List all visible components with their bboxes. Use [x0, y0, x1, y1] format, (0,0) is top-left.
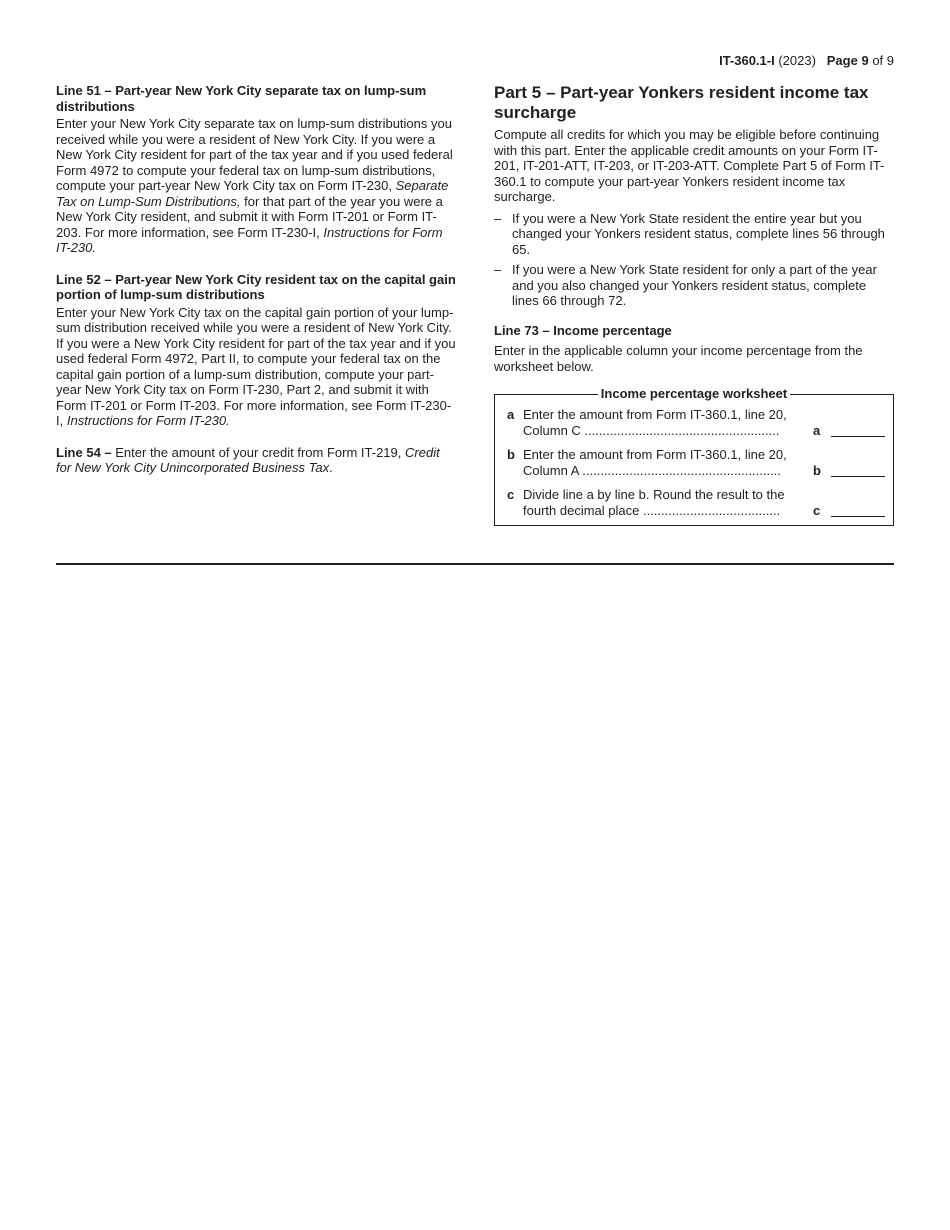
row-text [523, 407, 813, 438]
page-label: Page 9 [826, 53, 869, 68]
line54-text1: Enter the amount of your credit from Form IT-219, [115, 444, 402, 460]
page-header [719, 53, 894, 69]
line54-label: Line 54 – [56, 444, 112, 460]
bullet-text: If you were a New York State resident for only a part of the year and you also changed your Yonkers resident status, complete lines 66 through 72. [512, 262, 877, 308]
line51-italic2: Instructions for Form IT-230. [56, 224, 443, 255]
line52-text1: Enter your New York City tax on the capital gain portion of your lump-sum distribution received while you were a resident of New York City. If you were a New York City resident for part of the tax year and if you used federal Form 4972, Part II, to compute your federal tax on the capital gain portion of a lump-sum distribution, compute your part-year New York City tax on Form IT-230, Part 2, and submit it with Form IT-201 or Form IT-203. For more information, see Form IT-230-I, [56, 304, 456, 428]
right-column [494, 83, 894, 374]
line51-body [56, 116, 458, 256]
row-letter: c [507, 487, 515, 502]
part5-bullet-list [494, 211, 894, 309]
row-letter: a [507, 407, 515, 422]
part5-intro: Compute all credits for which you may be eligible before continuing with this part. Enter the applicable credit amounts on your Form IT-201, IT-201-ATT, IT-203, or IT-203-ATT. Complete Part 5 of Form IT-360.1 to compute your part-year Yonkers resident income tax surcharge. [494, 127, 885, 204]
line52-italic1: Instructions for Form IT-230. [66, 413, 230, 428]
line51-italic1: Separate Tax on Lump-Sum Distributions, [56, 178, 449, 209]
entry-blank-a[interactable] [831, 436, 885, 437]
row-text-line2: Column C ...................................................... [523, 422, 780, 438]
line54-body [56, 445, 458, 476]
row-text-line2: Column A ....................................................... [523, 462, 781, 478]
line73-body: Enter in the applicable column your income percentage from the worksheet below. [494, 343, 863, 374]
part5-title: Part 5 – Part-year Yonkers resident income tax surcharge [494, 83, 869, 122]
line54-text2: . [329, 460, 333, 475]
line51-section [56, 83, 458, 256]
row-line-ref: b [813, 462, 821, 478]
form-year: (2023) [778, 53, 816, 68]
row-line-ref: c [813, 502, 821, 518]
row-text-line1: Enter the amount from Form IT-360.1, line 20, [523, 447, 787, 462]
line54-section [56, 445, 458, 476]
line51-text1: Enter your New York City separate tax on lump-sum distributions you received while you were a resident of New York City. If you were a New York City resident for part of the tax year and if you used federal Form 4972 to compute your federal tax on lump-sum distributions, compute your part-year New York City tax on Form IT-230, [56, 116, 453, 193]
income-percentage-worksheet [494, 386, 894, 526]
line73-heading: Line 73 – Income percentage [494, 322, 672, 338]
dash-marker: – [494, 210, 502, 226]
worksheet-title [495, 385, 893, 403]
line52-section [56, 272, 458, 429]
line51-text2: for that part of the year you were a New York City resident, and submit it with Form IT-201 or Form IT-203. For more information, see Form IT-230-I, [56, 193, 443, 240]
row-letter: b [507, 447, 515, 462]
line52-heading: Line 52 – Part-year New York City resident tax on the capital gain portion of lump-sum distributions [56, 271, 456, 302]
entry-blank-c[interactable] [831, 516, 885, 517]
entry-blank-b[interactable] [831, 476, 885, 477]
worksheet-title-text: Income percentage worksheet [598, 386, 790, 401]
row-text [523, 447, 813, 478]
row-text [523, 487, 813, 518]
row-text-line1: Enter the amount from Form IT-360.1, line 20, [523, 407, 787, 422]
row-line-ref: a [813, 422, 821, 438]
line51-heading: Line 51 – Part-year New York City separate tax on lump-sum distributions [56, 83, 427, 114]
form-id: IT-360.1-I [719, 53, 775, 68]
bullet-text: If you were a New York State resident the entire year but you changed your Yonkers resident status, complete lines 56 through 65. [512, 210, 885, 257]
left-column [56, 83, 458, 476]
section-divider [56, 563, 894, 565]
line54-italic1: Credit for New York City Unincorporated Business Tax [56, 444, 440, 475]
page-of: of 9 [872, 53, 894, 68]
row-text-line1: Divide line a by line b. Round the result to the [523, 487, 785, 502]
line52-body [56, 305, 458, 429]
list-item [494, 211, 894, 258]
list-item [494, 262, 894, 309]
row-text-line2: fourth decimal place ...................................... [523, 502, 781, 518]
dash-marker: – [494, 262, 502, 277]
